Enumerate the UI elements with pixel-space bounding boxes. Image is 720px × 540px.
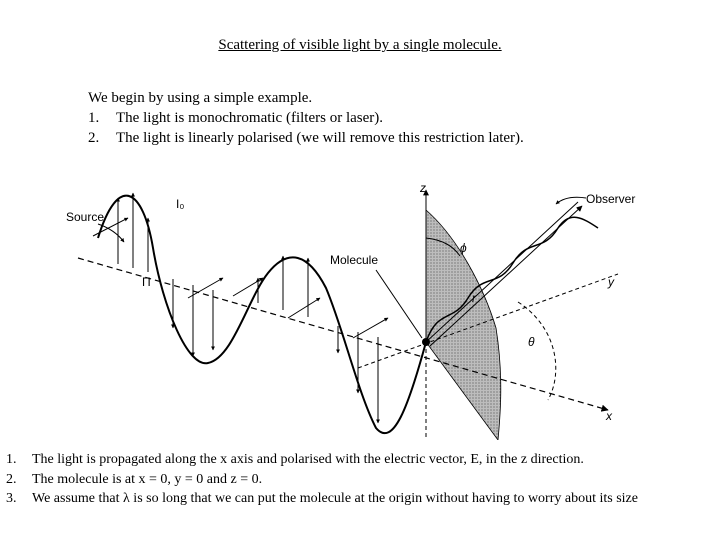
intro-item	[88, 128, 708, 148]
molecule-label: Molecule	[330, 253, 379, 267]
scattering-diagram	[58, 178, 658, 440]
note-item	[6, 470, 716, 490]
propagation-axis	[78, 258, 608, 410]
y-axis-label: y	[608, 275, 614, 289]
intro-item-text: The light is linearly polarised (we will remove this restriction later).	[116, 130, 524, 146]
r-label: r	[472, 291, 476, 305]
observer-label: Observer	[586, 192, 636, 206]
note-number: 2.	[6, 471, 17, 487]
notes-list	[6, 450, 716, 509]
intro-block	[88, 88, 708, 148]
note-item	[6, 450, 716, 470]
diagonal-field-arrows	[93, 218, 388, 338]
observer-pointer	[556, 197, 586, 204]
molecule-pointer	[376, 270, 422, 338]
pi-label: Π	[142, 275, 151, 289]
incident-wave	[98, 196, 426, 434]
intro-item	[88, 108, 708, 128]
intensity-i0-label: I₀	[176, 197, 185, 211]
note-number: 1.	[6, 452, 17, 467]
x-axis-label: x	[606, 409, 612, 423]
theta-label: θ	[528, 335, 535, 349]
scattering-diagram-svg	[58, 178, 658, 440]
note-item	[6, 489, 716, 509]
intro-lead: We begin by using a simple example.	[88, 90, 313, 106]
intro-item-number: 2.	[88, 130, 100, 146]
note-text: We assume that λ is so long that we can put the molecule at the origin without having to worry about its size	[32, 491, 638, 506]
molecule-dot	[422, 338, 430, 346]
intro-item-text: The light is monochromatic (filters or laser).	[116, 110, 384, 126]
phi-label: ϕ	[460, 241, 467, 255]
page-title: Scattering of visible light by a single molecule.	[218, 37, 502, 53]
z-axis-label: z	[420, 181, 426, 195]
note-number: 3.	[6, 491, 17, 506]
intro-item-number: 1.	[88, 110, 100, 126]
note-text: The molecule is at x = 0, y = 0 and z = 0.	[32, 471, 263, 487]
source-label: Source	[66, 210, 105, 224]
note-text: The light is propagated along the x axis and polarised with the electric vector, E, in the z direction.	[32, 452, 584, 467]
